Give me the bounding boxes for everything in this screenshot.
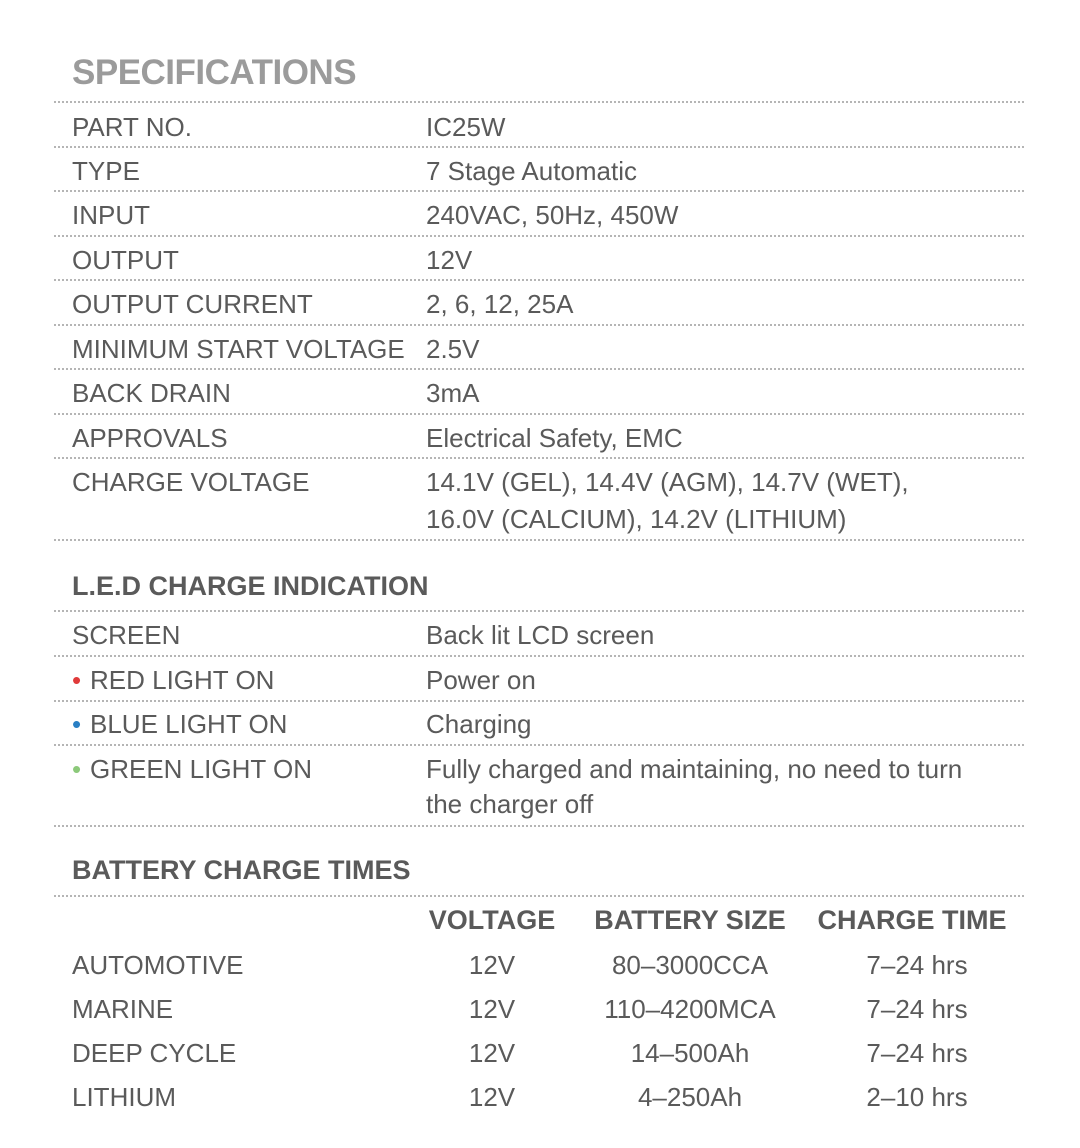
divider	[54, 825, 1024, 827]
led-label-red: RED LIGHT ON	[90, 665, 275, 695]
led-label-screen: SCREEN	[72, 620, 181, 650]
row-charge-time: 7–24 hrs	[866, 950, 968, 980]
led-section-title: L.E.D CHARGE INDICATION	[72, 571, 429, 601]
spec-label-approvals: APPROVALS	[72, 423, 228, 453]
divider	[54, 700, 1024, 702]
page-title: SPECIFICATIONS	[72, 53, 357, 92]
divider	[54, 744, 1024, 746]
led-row-blue	[72, 707, 287, 741]
spec-value-charge-voltage-line1: 14.1V (GEL), 14.4V (AGM), 14.7V (WET),	[426, 467, 909, 497]
spec-label-min-start-voltage: MINIMUM START VOLTAGE	[72, 334, 405, 364]
row-battery-size: 110–4200MCA	[604, 994, 776, 1024]
column-header-voltage: VOLTAGE	[428, 905, 556, 935]
row-voltage: 12V	[468, 950, 516, 980]
row-voltage: 12V	[468, 1038, 516, 1068]
divider	[54, 368, 1024, 370]
row-voltage: 12V	[468, 1082, 516, 1112]
divider	[54, 539, 1024, 541]
spec-value-input: 240VAC, 50Hz, 450W	[426, 200, 679, 230]
column-header-battery-size: BATTERY SIZE	[594, 905, 786, 935]
spec-value-back-drain: 3mA	[426, 378, 480, 408]
row-battery-size: 80–3000CCA	[611, 950, 769, 980]
row-battery-size: 4–250Ah	[637, 1082, 743, 1112]
spec-value-min-start-voltage: 2.5V	[426, 334, 480, 364]
row-charge-time: 2–10 hrs	[866, 1082, 968, 1112]
led-value-red: Power on	[426, 665, 536, 695]
charge-times-title: BATTERY CHARGE TIMES	[72, 855, 411, 885]
divider	[54, 190, 1024, 192]
column-header-charge-time: CHARGE TIME	[817, 905, 1007, 935]
spec-value-approvals: Electrical Safety, EMC	[426, 423, 683, 453]
spec-label-output: OUTPUT	[72, 245, 179, 275]
row-voltage: 12V	[468, 994, 516, 1024]
led-label-blue: BLUE LIGHT ON	[90, 709, 288, 739]
led-row-green	[72, 752, 312, 786]
divider	[54, 146, 1024, 148]
spec-value-type: 7 Stage Automatic	[426, 156, 638, 186]
divider	[54, 895, 1024, 897]
spec-value-output-current: 2, 6, 12, 25A	[426, 289, 574, 319]
led-value-green-line1: Fully charged and maintaining, no need to turn	[426, 754, 963, 784]
divider	[54, 413, 1024, 415]
divider	[54, 610, 1024, 612]
row-type: LITHIUM	[72, 1082, 176, 1112]
row-charge-time: 7–24 hrs	[866, 994, 968, 1024]
led-value-green-line2: the charger off	[426, 789, 594, 819]
led-value-blue: Charging	[426, 709, 532, 739]
spec-value-part-no: IC25W	[426, 112, 506, 142]
spec-value-charge-voltage-line2: 16.0V (CALCIUM), 14.2V (LITHIUM)	[426, 504, 847, 534]
divider	[54, 101, 1024, 103]
row-type: AUTOMOTIVE	[72, 950, 244, 980]
spec-label-back-drain: BACK DRAIN	[72, 378, 231, 408]
divider	[54, 235, 1024, 237]
divider	[54, 324, 1024, 326]
spec-label-type: TYPE	[72, 156, 140, 186]
led-row-red	[72, 663, 274, 697]
divider	[54, 655, 1024, 657]
spec-label-output-current: OUTPUT CURRENT	[72, 289, 313, 319]
spec-label-charge-voltage: CHARGE VOLTAGE	[72, 467, 310, 497]
spec-label-part-no: PART NO.	[72, 112, 192, 142]
row-battery-size: 14–500Ah	[630, 1038, 750, 1068]
blue-dot-icon: •	[72, 709, 82, 739]
red-dot-icon: •	[72, 665, 82, 695]
spec-value-output: 12V	[426, 245, 473, 275]
row-type: MARINE	[72, 994, 174, 1024]
row-type: DEEP CYCLE	[72, 1038, 237, 1068]
spec-label-input: INPUT	[72, 200, 150, 230]
led-label-green: GREEN LIGHT ON	[90, 754, 313, 784]
row-charge-time: 7–24 hrs	[866, 1038, 968, 1068]
green-dot-icon: •	[72, 754, 82, 784]
divider	[54, 279, 1024, 281]
divider	[54, 457, 1024, 459]
led-value-screen: Back lit LCD screen	[426, 620, 655, 650]
